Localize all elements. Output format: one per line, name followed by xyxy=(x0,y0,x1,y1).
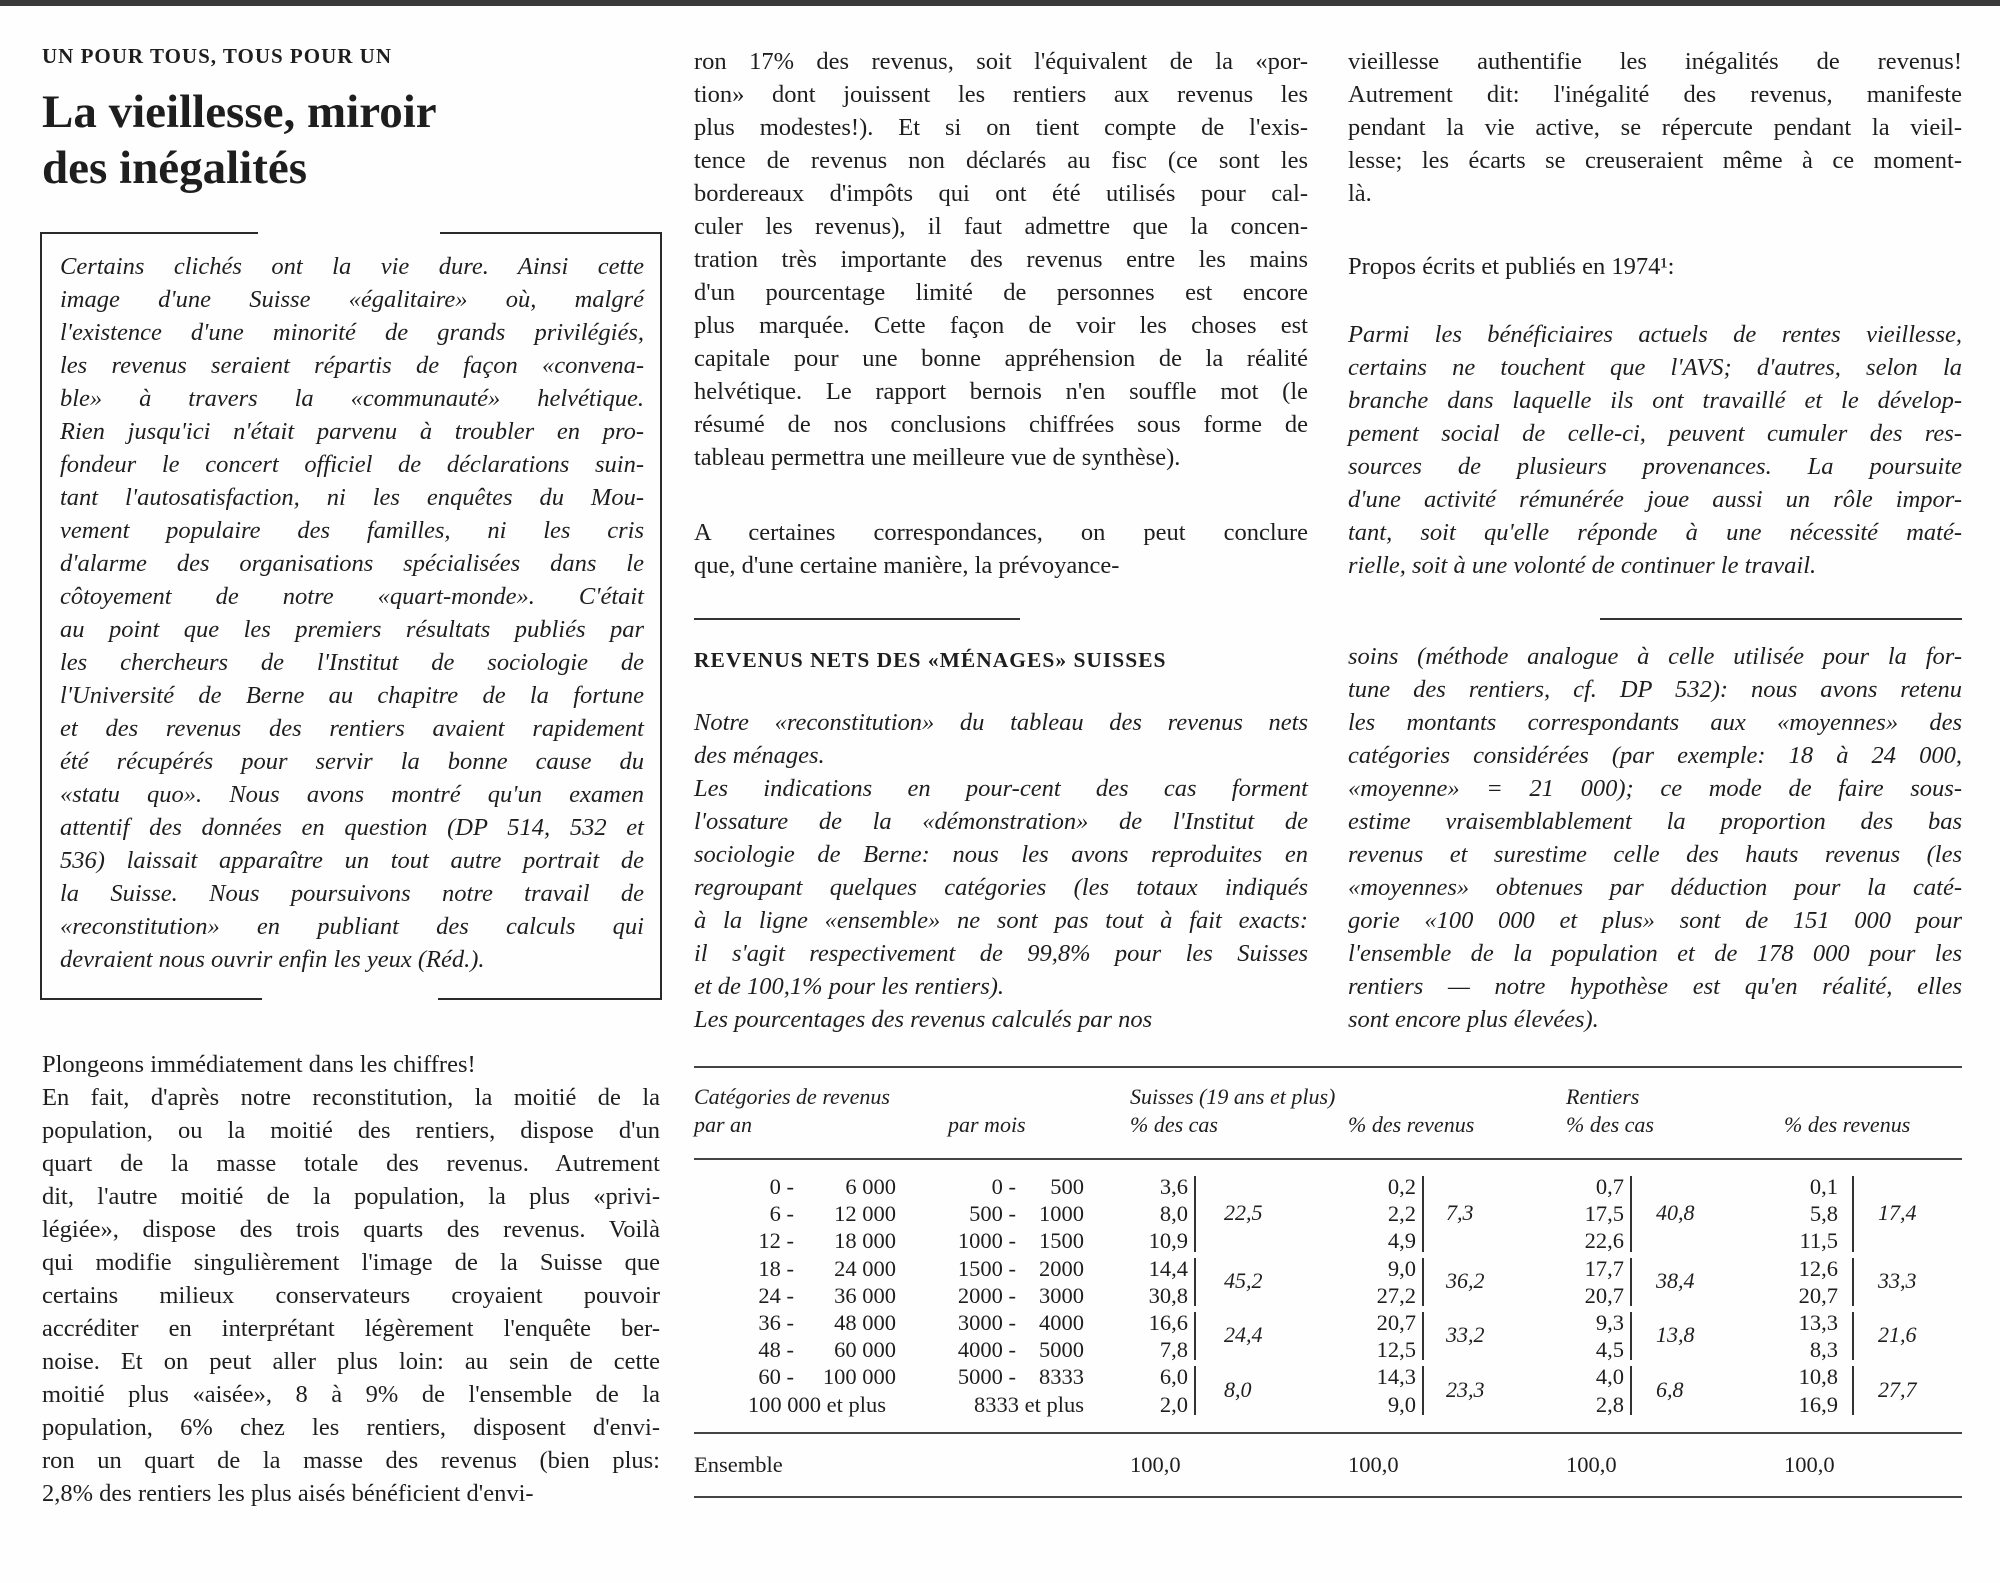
group-bracket xyxy=(1630,1258,1632,1306)
table-cell-s-cas: 3,6 xyxy=(1159,1174,1188,1199)
table-cell-an-a: 60 - xyxy=(758,1364,794,1390)
column-2-text xyxy=(694,45,1308,474)
table-cell-mo-b: 2000 xyxy=(1039,1255,1084,1281)
text-line: noise. Et on peut aller plus loin: au sein de cette xyxy=(42,1348,660,1375)
text-line: à la ligne «ensemble» ne sont pas tout à fait exacts: xyxy=(694,907,1308,934)
text-line: capitale pour une bonne appréhension de la réalité xyxy=(694,345,1308,372)
text-line: tion» dont jouissent les rentiers aux revenus les xyxy=(694,81,1308,108)
title-line: des inégalités xyxy=(42,142,308,194)
table-cell-r-rev: 5,8 xyxy=(1809,1201,1838,1227)
text-line: rentiers — notre hypothèse est qu'en réalité, elles xyxy=(1348,973,1962,1000)
text-line: population, 6% chez les rentiers, disposent d'envi- xyxy=(42,1414,660,1441)
table-cell-s-cas: 10,9 xyxy=(1148,1228,1188,1254)
table-cell-r-cas: 2,8 xyxy=(1595,1391,1624,1417)
text-line: l'ossature de la «démonstration» de l'Institut de xyxy=(694,808,1308,835)
text-line: Les pourcentages des revenus calculés par nos xyxy=(694,1006,1153,1033)
table-cell-s-rev: 4,9 xyxy=(1387,1228,1416,1254)
text-line: fondeur le concert officiel de déclarations suin- xyxy=(60,451,644,478)
group-subtotal: 38,4 xyxy=(1656,1267,1695,1293)
text-line: la Suisse. Nous poursuivons notre travail de xyxy=(60,880,644,907)
text-line: d'alarme des organisations spécialisées dans le xyxy=(60,550,644,577)
text-line: tant, soit qu'elle réponde à une nécessité maté- xyxy=(1348,519,1962,546)
box-gap xyxy=(258,229,440,235)
table-cell-mo-b: 500 xyxy=(1050,1174,1084,1199)
text-line: population, ou la moitié des rentiers, dispose d'un xyxy=(42,1117,660,1144)
table-cell-an-a: 18 - xyxy=(758,1255,794,1281)
table-cell-mo-a: 0 - xyxy=(991,1174,1016,1199)
section-rule-left xyxy=(694,618,1020,620)
group-subtotal: 17,4 xyxy=(1878,1199,1917,1225)
text-line: ble» à travers la «communauté» helvétique. xyxy=(60,385,644,412)
text-line: accréditer en interprétant légèrement l'enquête ber- xyxy=(42,1315,660,1342)
group-subtotal: 24,4 xyxy=(1224,1322,1263,1348)
text-line: 2,8% des rentiers les plus aisés bénéficient d'envi- xyxy=(42,1480,534,1507)
table-cell-r-rev: 16,9 xyxy=(1798,1391,1838,1417)
text-line: que, d'une certaine manière, la prévoyance- xyxy=(694,552,1120,579)
table-cell-s-cas: 16,6 xyxy=(1148,1310,1188,1335)
total-rentiers-cas: 100,0 xyxy=(1566,1452,1617,1477)
text-line: moitié plus «aisée», 8 à 9% de l'ensemble de la xyxy=(42,1381,660,1408)
table-cell-mo-a: 500 - xyxy=(969,1201,1016,1227)
title-line: La vieillesse, miroir xyxy=(42,86,437,138)
text-line: branche dans laquelle ils ont travaillé et le dévelop- xyxy=(1348,387,1962,414)
table-cell-r-cas: 20,7 xyxy=(1584,1282,1624,1308)
text-line: En fait, d'après notre reconstitution, la moitié de la xyxy=(42,1084,660,1111)
text-line: bordereaux d'impôts qui ont été utilisés pour cal- xyxy=(694,180,1308,207)
group-bracket xyxy=(1630,1312,1632,1360)
table-cell-mo-a: 1000 - xyxy=(957,1228,1016,1254)
text-line: Autrement dit: l'inégalité des revenus, manifeste xyxy=(1348,81,1962,108)
propos-text: Propos écrits et publiés en 1974¹: xyxy=(1348,253,1675,280)
group-bracket xyxy=(1630,1366,1632,1414)
text-line: tration très importante des revenus entre les mains xyxy=(694,246,1308,273)
table-rule-head xyxy=(694,1158,1962,1160)
group-subtotal: 21,6 xyxy=(1878,1322,1917,1348)
text-line: 536) laissait apparaître un tout autre portrait de xyxy=(60,847,644,874)
th-categories: Catégories de revenus xyxy=(694,1084,890,1109)
text-line: certains milieux conservateurs croyaient pouvoir xyxy=(42,1282,660,1309)
top-rule xyxy=(0,0,2000,6)
text-line: il s'agit respectivement de 99,8% pour les Suisses xyxy=(694,940,1308,967)
group-subtotal: 8,0 xyxy=(1224,1376,1252,1402)
text-line: rielle, soit à une volonté de continuer le travail. xyxy=(1348,552,1817,579)
table-cell-r-cas: 17,7 xyxy=(1584,1255,1624,1281)
table-cell-mo-b: 3000 xyxy=(1039,1282,1084,1308)
table-cell-r-rev: 20,7 xyxy=(1798,1282,1838,1308)
text-line: devraient nous ouvrir enfin les yeux (Réd.). xyxy=(60,946,485,973)
text-line: qui modifie singulièrement l'image de la Suisse que xyxy=(42,1249,660,1276)
text-line: sont encore plus élevées). xyxy=(1348,1006,1599,1033)
table-cell-an-b: 60 000 xyxy=(834,1337,896,1363)
table-cell-an-a: 12 - xyxy=(758,1228,794,1254)
section-rule-right xyxy=(1600,618,1962,620)
intro-text xyxy=(60,250,644,976)
text-line: tant l'autosatisfaction, ni les enquêtes du Mou- xyxy=(60,484,644,511)
text-line: d'un pourcentage limité de personnes est encore xyxy=(694,279,1308,306)
table-cell-mo-a: 1500 - xyxy=(957,1255,1016,1281)
text-line: les chercheurs de l'Institut de sociologie de xyxy=(60,649,644,676)
table-cell-r-rev: 12,6 xyxy=(1798,1255,1838,1281)
text-line: tableau permettra une meilleure vue de synthèse). xyxy=(694,444,1181,471)
text-line: regroupant quelques catégories (les totaux indiqués xyxy=(694,874,1308,901)
table-cell-mo-b: 8333 xyxy=(1039,1364,1084,1390)
th-rentiers-revenus: % des revenus xyxy=(1784,1112,1911,1137)
group-subtotal: 22,5 xyxy=(1224,1199,1263,1225)
table-cell-mo-a: 4000 - xyxy=(957,1337,1016,1363)
text-line: «moyennes» obtenues par déduction pour la caté- xyxy=(1348,874,1962,901)
table-cell-s-cas: 7,8 xyxy=(1159,1337,1188,1363)
text-line: attentif des données en question (DP 514, 532 et xyxy=(60,814,644,841)
text-line: les revenus seraient répartis de façon «convena- xyxy=(60,352,644,379)
table-cell-an-b: 100 000 et plus xyxy=(747,1391,886,1417)
table-cell-an-b: 36 000 xyxy=(834,1282,896,1308)
group-bracket xyxy=(1194,1258,1196,1306)
quote-text xyxy=(1348,318,1962,582)
group-bracket xyxy=(1422,1312,1424,1360)
text-line: catégories considérées (par exemple: 18 à 24 000, xyxy=(1348,742,1962,769)
text-line: pendant la vie active, se répercute pendant la vieil- xyxy=(1348,114,1962,141)
table-cell-an-a: 48 - xyxy=(758,1337,794,1363)
th-rentiers: Rentiers xyxy=(1566,1084,1640,1109)
table-cell-r-rev: 11,5 xyxy=(1799,1228,1838,1254)
group-subtotal: 33,2 xyxy=(1446,1322,1485,1348)
kicker: UN POUR TOUS, TOUS POUR UN xyxy=(42,44,393,68)
group-subtotal: 23,3 xyxy=(1446,1376,1485,1402)
text-line: l'Université de Berne au chapitre de la fortune xyxy=(60,682,644,709)
group-subtotal: 27,7 xyxy=(1878,1376,1917,1402)
text-line: estime vraisemblablement la proportion des bas xyxy=(1348,808,1962,835)
table-cell-mo-b: 4000 xyxy=(1039,1310,1084,1335)
propos-line xyxy=(1348,250,1962,283)
table-cell-s-cas: 30,8 xyxy=(1148,1282,1188,1308)
text-line: vement populaire des familles, ni les cris xyxy=(60,517,644,544)
table-cell-s-rev: 20,7 xyxy=(1376,1310,1416,1335)
box-gap xyxy=(262,996,438,1002)
group-subtotal: 13,8 xyxy=(1656,1322,1695,1348)
table-cell-r-rev: 8,3 xyxy=(1809,1337,1838,1363)
group-subtotal: 7,3 xyxy=(1446,1199,1474,1225)
text-line: ron 17% des revenus, soit l'équivalent de la «por- xyxy=(694,48,1308,75)
text-line: certains ne touchent que l'AVS; d'autres, selon la xyxy=(1348,354,1962,381)
text-line: plus marquée. Cette façon de voir les choses est xyxy=(694,312,1308,339)
th-suisses-cas: % des cas xyxy=(1130,1112,1218,1137)
th-par-mois: par mois xyxy=(948,1112,1026,1137)
table-cell-r-rev: 0,1 xyxy=(1809,1174,1838,1199)
th-par-an: par an xyxy=(694,1112,753,1137)
table-cell-s-rev: 27,2 xyxy=(1376,1282,1416,1308)
section-heading: REVENUS NETS DES «MÉNAGES» SUISSES xyxy=(694,648,1167,672)
table-cell-r-rev: 10,8 xyxy=(1798,1364,1838,1390)
column-1-text xyxy=(42,1048,660,1510)
table-cell-r-cas: 4,5 xyxy=(1595,1337,1624,1363)
text-line: image d'une Suisse «égalitaire» où, malgré xyxy=(60,286,644,313)
group-bracket xyxy=(1194,1366,1196,1414)
text-line: tune des rentiers, cf. DP 532): nous avons retenu xyxy=(1348,676,1962,703)
text-line: Notre «reconstitution» du tableau des revenus nets xyxy=(694,709,1308,736)
column-3-text xyxy=(1348,45,1962,210)
text-line: lesse; les écarts se creuseraient même à ce moment- xyxy=(1348,147,1962,174)
text-line: Rien jusqu'ici n'était parvenu à troubler en pro- xyxy=(60,418,644,445)
table-cell-s-rev: 14,3 xyxy=(1376,1364,1416,1390)
text-line: «moyenne» = 21 000); ce mode de faire sous- xyxy=(1348,775,1962,802)
table-cell-s-cas: 2,0 xyxy=(1159,1391,1188,1417)
table-cell-s-rev: 0,2 xyxy=(1387,1174,1416,1199)
text-line: Plongeons immédiatement dans les chiffres! xyxy=(42,1051,476,1078)
group-bracket xyxy=(1852,1258,1854,1306)
group-subtotal: 36,2 xyxy=(1446,1267,1485,1293)
text-line: là. xyxy=(1348,180,1372,207)
text-line: été récupérés pour servir la bonne cause du xyxy=(60,748,644,775)
group-bracket xyxy=(1852,1312,1854,1360)
group-bracket xyxy=(1422,1366,1424,1414)
group-subtotal: 33,3 xyxy=(1878,1267,1917,1293)
table-cell-s-cas: 6,0 xyxy=(1159,1364,1188,1390)
table-cell-r-cas: 9,3 xyxy=(1595,1310,1624,1335)
text-line: tence de revenus non déclarés au fisc (ce sont les xyxy=(694,147,1308,174)
text-line: gorie «100 000 et plus» sont de 151 000 pour xyxy=(1348,907,1962,934)
text-line: dit, l'autre moitié de la population, la plus «privi- xyxy=(42,1183,660,1210)
text-line: «statu quo». Nous avons montré qu'un examen xyxy=(60,781,644,808)
text-line: quart de la masse totale des revenus. Autrement xyxy=(42,1150,660,1177)
th-suisses-revenus: % des revenus xyxy=(1348,1112,1475,1137)
table-cell-mo-b: 5000 xyxy=(1039,1337,1084,1363)
text-line: côtoyement de notre «quart-monde». C'était xyxy=(60,583,644,610)
table-cell-an-b: 48 000 xyxy=(834,1310,896,1335)
text-line: l'ensemble de la population et de 178 000 pour les xyxy=(1348,940,1962,967)
group-subtotal: 45,2 xyxy=(1224,1267,1263,1293)
table-cell-an-b: 12 000 xyxy=(834,1201,896,1227)
text-line: des ménages. xyxy=(694,742,825,769)
text-line: Les indications en pour-cent des cas forment xyxy=(694,775,1308,802)
text-line: légiée», dispose des trois quarts des revenus. Voilà xyxy=(42,1216,660,1243)
table-cell-an-a: 6 - xyxy=(769,1201,794,1227)
table-cell-s-cas: 8,0 xyxy=(1159,1201,1188,1227)
group-bracket xyxy=(1194,1312,1196,1360)
table-cell-s-rev: 9,0 xyxy=(1387,1255,1416,1281)
total-rentiers-revenus: 100,0 xyxy=(1784,1452,1835,1477)
text-line: plus modestes!). Et si on tient compte de l'exis- xyxy=(694,114,1308,141)
table-cell-an-a: 24 - xyxy=(758,1282,794,1308)
table-cell-mo-b: 1500 xyxy=(1039,1228,1084,1254)
table-cell-r-cas: 22,6 xyxy=(1584,1228,1624,1254)
table-cell-mo-b: 8333 et plus xyxy=(974,1391,1084,1417)
text-line: A certaines correspondances, on peut conclure xyxy=(694,519,1308,546)
table-cell-an-b: 18 000 xyxy=(834,1228,896,1254)
group-bracket xyxy=(1194,1176,1196,1252)
text-line: et de 100,1% pour les rentiers). xyxy=(694,973,1005,1000)
text-line: sources de plusieurs provenances. La poursuite xyxy=(1348,453,1962,480)
table-cell-s-cas: 14,4 xyxy=(1148,1255,1188,1281)
section-text-left xyxy=(694,706,1308,1036)
text-line: «reconstitution» en publiant des calculs qui xyxy=(60,913,644,940)
table-cell-r-cas: 0,7 xyxy=(1595,1174,1624,1199)
table-rule-total xyxy=(694,1432,1962,1434)
text-line: culer les revenus), il faut admettre que la concen- xyxy=(694,213,1308,240)
table-cell-r-rev: 13,3 xyxy=(1798,1310,1838,1335)
table-cell-s-rev: 9,0 xyxy=(1387,1391,1416,1417)
table-cell-s-rev: 2,2 xyxy=(1387,1201,1416,1227)
group-bracket xyxy=(1630,1176,1632,1252)
th-rentiers-cas: % des cas xyxy=(1566,1112,1654,1137)
table-cell-r-cas: 17,5 xyxy=(1584,1201,1624,1227)
text-line: ron un quart de la masse des revenus (bien plus: xyxy=(42,1447,660,1474)
text-line: au point que les premiers résultats publiés par xyxy=(60,616,644,643)
text-line: soins (méthode analogue à celle utilisée pour la for- xyxy=(1348,643,1962,670)
total-suisses-revenus: 100,0 xyxy=(1348,1452,1399,1477)
text-line: vieillesse authentifie les inégalités de revenus! xyxy=(1348,48,1962,75)
text-line: et des revenus des rentiers avaient rapidement xyxy=(60,715,644,742)
table-rule-top xyxy=(694,1066,1962,1068)
table-cell-r-cas: 4,0 xyxy=(1595,1364,1624,1390)
table-cell-an-b: 6 000 xyxy=(845,1174,896,1199)
text-line: pement social de celle-ci, peuvent cumuler des res- xyxy=(1348,420,1962,447)
text-line: d'une activité rémunérée joue aussi un rôle impor- xyxy=(1348,486,1962,513)
group-bracket xyxy=(1852,1176,1854,1252)
group-bracket xyxy=(1852,1366,1854,1414)
text-line: sociologie de Berne: nous les avons reproduites en xyxy=(694,841,1308,868)
table-cell-mo-a: 5000 - xyxy=(957,1364,1016,1390)
table-cell-mo-a: 2000 - xyxy=(957,1282,1016,1308)
text-line: les montants correspondants aux «moyennes» des xyxy=(1348,709,1962,736)
table-cell-s-rev: 12,5 xyxy=(1376,1337,1416,1363)
income-table xyxy=(694,1066,1962,1506)
text-line: revenus et surestime celle des hauts revenus (les xyxy=(1348,841,1962,868)
table-cell-mo-a: 3000 - xyxy=(957,1310,1016,1335)
table-rule-bottom xyxy=(694,1496,1962,1498)
text-line: l'existence d'une minorité de grands privilégiés, xyxy=(60,319,644,346)
group-subtotal: 40,8 xyxy=(1656,1199,1695,1225)
group-bracket xyxy=(1422,1258,1424,1306)
text-line: résumé de nos conclusions chiffrées sous forme de xyxy=(694,411,1308,438)
text-line: Certains clichés ont la vie dure. Ainsi cette xyxy=(60,253,644,280)
section-text-right xyxy=(1348,640,1962,1036)
th-suisses: Suisses (19 ans et plus) xyxy=(1130,1084,1336,1109)
column-2-text-end xyxy=(694,516,1308,582)
table-cell-an-a: 0 - xyxy=(769,1174,794,1199)
article-title xyxy=(42,84,437,196)
group-subtotal: 6,8 xyxy=(1656,1376,1684,1402)
group-bracket xyxy=(1422,1176,1424,1252)
total-suisses-cas: 100,0 xyxy=(1130,1452,1181,1477)
table-cell-an-a: 36 - xyxy=(758,1310,794,1335)
total-label: Ensemble xyxy=(694,1452,783,1477)
text-line: helvétique. Le rapport bernois n'en souffle mot (le xyxy=(694,378,1308,405)
table-cell-an-b: 100 000 xyxy=(822,1364,896,1390)
table-cell-an-b: 24 000 xyxy=(834,1255,896,1281)
table-cell-mo-b: 1000 xyxy=(1039,1201,1084,1227)
text-line: Parmi les bénéficiaires actuels de rentes vieillesse, xyxy=(1348,321,1962,348)
